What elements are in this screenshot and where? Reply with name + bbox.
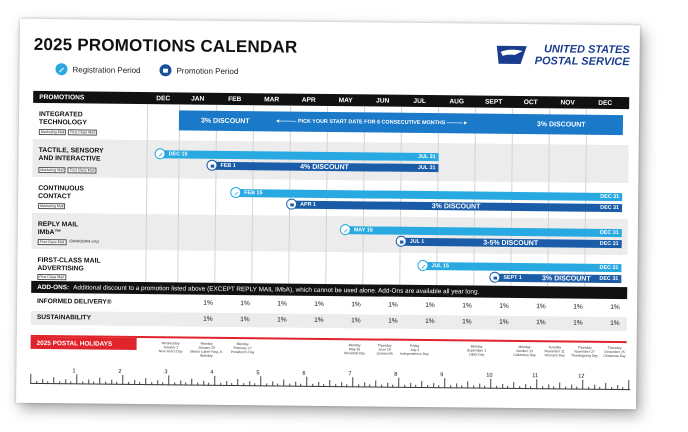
ruler-tick: [473, 386, 474, 389]
ruler-tick: [277, 383, 278, 386]
ruler-tick: [300, 384, 301, 387]
promotion-bar: APR 1 3% DISCOUNT DEC 31: [290, 201, 622, 212]
ruler-tick: [93, 382, 94, 385]
ruler-tick: [111, 380, 112, 385]
discount-value: 1%: [425, 318, 435, 326]
mail-tag: First Class Mail: [68, 129, 97, 135]
ruler-tick: [542, 386, 543, 389]
ruler-tick: [105, 382, 106, 385]
ruler-tick: [438, 385, 439, 388]
ruler-tick: [467, 381, 468, 388]
ruler-tick: [122, 375, 123, 385]
ruler-tick: [387, 383, 388, 388]
discount-value: 1%: [499, 318, 509, 326]
ruler-tick: [295, 382, 296, 387]
ruler-tick: [548, 384, 549, 389]
ruler-tick: [421, 381, 422, 388]
discount-value: 1%: [462, 318, 472, 326]
header-month: MAY: [338, 96, 353, 104]
ruler-tick: [162, 382, 163, 385]
ruler-tick: [628, 380, 629, 390]
ruler-tick: [484, 386, 485, 389]
holiday-item: Thursday December 25 Christmas Day: [603, 345, 626, 359]
discount-value: 1%: [573, 319, 583, 327]
ruler-tick: [151, 382, 152, 385]
header-month: SEPT: [485, 98, 503, 106]
mail-tag: First Class Mail: [37, 274, 66, 280]
ruler-tick: [519, 386, 520, 389]
ruler-tick: [145, 378, 146, 385]
ruler-tick: [461, 385, 462, 388]
header-month: JUL: [413, 97, 426, 105]
ruler-tick: [220, 383, 221, 386]
discount-value: 1%: [240, 316, 250, 324]
ruler-tick: [254, 383, 255, 386]
ruler-number: 7: [348, 371, 352, 378]
promotion-bar: SEPT 1 3% DISCOUNT DEC 31: [493, 274, 621, 283]
row-tactile-sensory: [32, 139, 628, 183]
ruler-number: 2: [118, 368, 122, 375]
ruler-tick: [415, 385, 416, 388]
ruler-tick: [358, 384, 359, 387]
mail-tag: Marketing Mail: [38, 167, 65, 173]
holiday-item: Monday January 20 Martin Luther King Jr. Birthday: [190, 341, 223, 358]
ruler-tick: [513, 382, 514, 389]
holiday-item: Friday July 4 Independence Day: [400, 343, 429, 357]
ruler-tick: [214, 376, 215, 386]
ruler-tick: [306, 377, 307, 387]
tag-note: (BRM/QBRM only): [69, 239, 100, 244]
discount-value: 1%: [499, 302, 509, 310]
ruler-tick: [617, 385, 618, 390]
mail-tag: Marketing Mail: [39, 129, 66, 135]
ruler-number: 4: [210, 369, 214, 376]
holiday-item: Tuesday November 11 Veterans Day: [544, 345, 565, 358]
mail-tag: Marketing Mail: [38, 203, 65, 209]
registration-icon: [55, 63, 67, 75]
promotion-name: INTEGRATED TECHNOLOGY: [38, 110, 87, 127]
discount-value: 1%: [425, 302, 435, 310]
ruler-tick: [243, 383, 244, 386]
discount-value: 1%: [203, 299, 213, 307]
ruler-number: 1: [72, 368, 76, 375]
ruler-tick: [536, 379, 537, 389]
ruler-tick: [53, 377, 54, 384]
ruler-tick: [530, 386, 531, 389]
usps-logo: [495, 42, 630, 69]
header-month: APR: [301, 96, 316, 104]
holiday-item: Monday May 26 Memorial Day: [344, 343, 366, 356]
discount-value: 1%: [314, 316, 324, 324]
ruler-tick: [444, 378, 445, 388]
ruler-tick: [525, 384, 526, 389]
ruler-tick: [197, 383, 198, 386]
ruler-tick: [605, 383, 606, 390]
ruler-tick: [392, 385, 393, 388]
mail-type-tags: [38, 203, 65, 209]
discount-value: 1%: [277, 316, 287, 324]
ruler-tick: [427, 385, 428, 388]
discount-value: 1%: [536, 303, 546, 311]
registration-bar: JUL 15 DEC 31: [421, 262, 621, 272]
mail-type-tags: [38, 239, 99, 246]
ruler-tick: [203, 381, 204, 386]
discount-value: 1%: [536, 319, 546, 327]
ruler-tick: [191, 379, 192, 386]
header-month: FEB: [228, 95, 242, 103]
ruler-tick: [450, 385, 451, 388]
ruler-tick: [99, 378, 100, 385]
ruler-tick: [599, 387, 600, 390]
ruler-number: 5: [256, 370, 260, 377]
ruler-tick: [479, 384, 480, 389]
ruler-tick: [47, 381, 48, 384]
eagle-icon: [495, 42, 529, 68]
bar-left-discount: 3% DISCOUNT: [200, 117, 250, 126]
ruler-tick: [622, 387, 623, 390]
discount-value: 1%: [388, 301, 398, 309]
discount-value: 1%: [203, 315, 213, 323]
ruler-tick: [352, 377, 353, 387]
ruler-tick: [128, 382, 129, 385]
mail-type-tags: [38, 167, 96, 174]
header-month: JUN: [376, 96, 390, 105]
holiday-item: Monday October 13 Columbus Day: [513, 345, 536, 358]
ruler-tick: [364, 382, 365, 387]
ruler-tick: [588, 387, 589, 390]
promotion-bar: FEB 1 4% DISCOUNT JUL 31: [210, 162, 438, 172]
holiday-item: Wednesday January 1 New Year's Day: [158, 341, 183, 354]
header-month: MAR: [264, 95, 280, 103]
header-month: NOV: [560, 98, 575, 107]
registration-icon: [155, 148, 166, 159]
discount-value: 1%: [610, 303, 620, 312]
holiday-item: Monday September 1 Labor Day: [466, 344, 487, 357]
ruler-tick: [139, 382, 140, 385]
ruler-number: 6: [302, 370, 306, 377]
inch-ruler: [30, 368, 630, 390]
ruler-tick: [559, 382, 560, 389]
ruler-tick: [312, 384, 313, 387]
ruler-tick: [208, 383, 209, 386]
header-promotions: PROMOTIONS: [39, 93, 85, 101]
header-month: OCT: [523, 98, 538, 106]
header-month: AUG: [449, 97, 465, 105]
ruler-tick: [65, 379, 66, 384]
ruler-tick: [42, 379, 43, 384]
discount-value: 1%: [351, 301, 361, 309]
promotions-calendar-sheet: [16, 19, 640, 409]
registration-bar: DEC 15 JUL 31: [159, 150, 439, 161]
ruler-tick: [157, 380, 158, 385]
mail-tag: First Class Mail: [68, 167, 97, 173]
header-month: DEC: [598, 99, 613, 107]
legend-promotion: [159, 64, 238, 77]
ruler-tick: [289, 384, 290, 387]
registration-icon: [340, 224, 351, 235]
ruler-tick: [168, 375, 169, 385]
discount-value: 1%: [610, 319, 620, 328]
ruler-tick: [594, 385, 595, 390]
ruler-tick: [318, 382, 319, 387]
ruler-tick: [410, 383, 411, 388]
ruler-number: 3: [164, 369, 168, 376]
logo-line-1: UNITED STATES: [543, 43, 630, 57]
promotion-icon: [489, 272, 500, 283]
page-title: 2025 PROMOTIONS CALENDAR: [33, 34, 298, 57]
legend-registration: [55, 63, 140, 76]
discount-value: 1%: [573, 303, 583, 311]
legend-registration-label: Registration Period: [72, 64, 141, 75]
ruler-tick: [404, 385, 405, 388]
ruler-tick: [134, 380, 135, 385]
holiday-item: Monday February 17 President's Day: [230, 342, 255, 355]
promotion-name: FIRST-CLASS MAIL ADVERTISING: [37, 256, 101, 273]
header-month: JAN: [191, 95, 205, 103]
ruler-tick: [116, 382, 117, 385]
ruler-tick: [260, 376, 261, 386]
ruler-tick: [76, 374, 77, 384]
discount-value: 1%: [388, 317, 398, 325]
registration-icon: [417, 260, 428, 271]
ruler-tick: [507, 386, 508, 389]
mail-tag: First Class Mail: [38, 239, 67, 245]
discount-value: 1%: [240, 300, 250, 308]
ruler-tick: [174, 382, 175, 385]
informed-delivery-label: INFORMED DELIVERY®: [37, 297, 112, 306]
holidays-label: 2025 POSTAL HOLIDAYS: [31, 337, 137, 350]
ruler-tick: [433, 383, 434, 388]
holiday-item: Thursday November 27 Thanksgiving Day: [571, 345, 599, 358]
discount-value: 1%: [462, 302, 472, 310]
ruler-tick: [231, 383, 232, 386]
ruler-tick: [369, 384, 370, 387]
ruler-tick: [490, 379, 491, 389]
ruler-tick: [553, 386, 554, 389]
bar-right-discount: 3% DISCOUNT: [536, 121, 586, 129]
ruler-tick: [576, 387, 577, 390]
ruler-tick: [496, 386, 497, 389]
ruler-tick: [565, 386, 566, 389]
promotion-bar: JUL 1 3-5% DISCOUNT DEC 31: [400, 238, 622, 248]
ruler-tick: [30, 374, 31, 384]
registration-icon: [230, 187, 241, 198]
ruler-tick: [375, 381, 376, 388]
holiday-item: Thursday June 19 Juneteenth: [376, 343, 393, 356]
ruler-tick: [249, 381, 250, 386]
promotion-name: CONTINUOUS CONTACT: [38, 184, 84, 201]
ruler-tick: [88, 379, 89, 384]
ruler-tick: [226, 381, 227, 386]
ruler-tick: [36, 381, 37, 384]
logo-line-2: POSTAL SERVICE: [534, 55, 630, 69]
addons-label: ADD-ONS:: [37, 283, 70, 291]
bar-mid-note: ◄——— PICK YOUR START DATE FOR 6 CONSECUTIVE MONTHS ———►: [274, 118, 469, 127]
ruler-tick: [398, 378, 399, 388]
ruler-tick: [272, 381, 273, 386]
ruler-tick: [329, 380, 330, 387]
discount-value: 1%: [351, 317, 361, 325]
ruler-number: 12: [578, 373, 585, 380]
ruler-tick: [70, 381, 71, 384]
ruler-tick: [237, 379, 238, 386]
ruler-tick: [381, 385, 382, 388]
discount-value: 1%: [314, 300, 324, 308]
ruler-tick: [185, 383, 186, 386]
ruler-tick: [341, 382, 342, 387]
promotion-icon: [159, 64, 171, 76]
ruler-tick: [456, 383, 457, 388]
ruler-tick: [582, 380, 583, 390]
addons-text: Additional discount to a promotion listed above (EXCEPT REPLY MAIL IMbA), which cannot be used alone. Add-Ons are available all year long.: [73, 283, 480, 296]
ruler-number: 9: [440, 372, 444, 379]
mail-type-tags: [39, 129, 97, 136]
registration-bar: MAY 15 DEC 31: [344, 226, 622, 237]
ruler-tick: [59, 381, 60, 384]
discount-value: 1%: [277, 300, 287, 308]
header-month: DEC: [156, 94, 171, 102]
ruler-tick: [82, 381, 83, 384]
registration-bar: FEB 15 DEC 31: [234, 189, 622, 201]
ruler-tick: [266, 383, 267, 386]
ruler-tick: [611, 387, 612, 390]
ruler-tick: [571, 385, 572, 390]
promotion-name: REPLY MAIL IMbA™: [37, 220, 79, 237]
ruler-tick: [335, 384, 336, 387]
promotion-name: TACTILE, SENSORY AND INTERACTIVE: [38, 146, 104, 163]
ruler-tick: [346, 384, 347, 387]
ruler-tick: [180, 380, 181, 385]
ruler-number: 8: [394, 371, 398, 378]
legend-promotion-label: Promotion Period: [176, 65, 239, 76]
ruler-tick: [502, 384, 503, 389]
ruler-number: 10: [486, 372, 493, 379]
ruler-tick: [283, 380, 284, 387]
ruler-number: 11: [532, 373, 539, 380]
sustainability-label: SUSTAINABILITY: [36, 313, 92, 322]
ruler-tick: [323, 384, 324, 387]
mail-type-tags: [37, 274, 66, 280]
